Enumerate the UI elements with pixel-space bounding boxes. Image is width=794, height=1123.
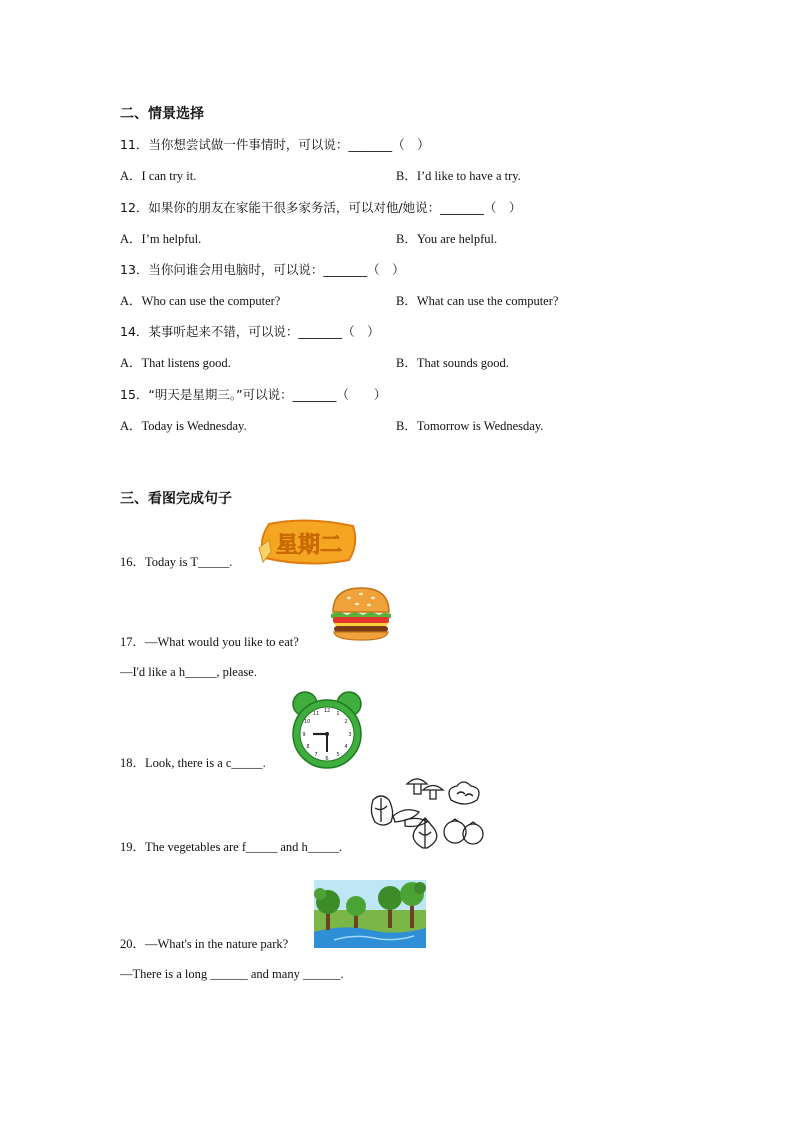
svg-text:8: 8	[306, 744, 310, 750]
svg-text:7: 7	[314, 752, 318, 758]
question-13: 13．当你问谁会用电脑时，可以说：_______（ ）	[120, 262, 405, 277]
hamburger-image	[327, 584, 395, 642]
question-18: 18．Look, there is a c_____.	[120, 756, 266, 770]
vegetables-image	[365, 772, 487, 850]
question-12-option-b: B．You are helpful.	[396, 232, 498, 246]
question-14-option-b: B．That sounds good.	[396, 356, 509, 370]
question-17-line-2: —I'd like a h_____, please.	[120, 665, 257, 679]
question-11-option-b: B．I’d like to have a try.	[396, 169, 521, 183]
question-11: 11．当你想尝试做一件事情时，可以说：_______（ ）	[120, 137, 430, 152]
weekday-tuesday-image	[255, 518, 359, 568]
section-3-title: 三、看图完成句子	[120, 491, 232, 507]
nature-park-image	[314, 880, 426, 948]
question-16: 16．Today is T_____.	[120, 555, 233, 569]
section-2-title: 二、情景选择	[120, 106, 204, 122]
svg-text:10: 10	[303, 719, 311, 725]
question-12-option-a: A．I’m helpful.	[120, 232, 202, 246]
svg-text:12: 12	[323, 708, 331, 714]
svg-text:4: 4	[344, 744, 348, 750]
svg-text:2: 2	[344, 719, 348, 725]
question-13-option-a: A．Who can use the computer?	[120, 294, 281, 308]
question-20-line-1: 20．—What's in the nature park?	[120, 937, 289, 951]
svg-text:11: 11	[312, 711, 320, 717]
question-20-line-2: —There is a long ______ and many ______.	[120, 967, 344, 981]
question-15-option-b: B．Tomorrow is Wednesday.	[396, 419, 544, 433]
question-14: 14．某事听起来不错，可以说：_______（ ）	[120, 324, 380, 339]
question-19: 19．The vegetables are f_____ and h_____.	[120, 840, 343, 854]
question-13-option-b: B．What can use the computer?	[396, 294, 559, 308]
svg-text:3: 3	[348, 732, 352, 738]
weekday-tuesday-label: 星期二	[275, 533, 343, 558]
question-12: 12．如果你的朋友在家能干很多家务活，可以对他/她说：_______（ ）	[120, 200, 522, 215]
svg-text:9: 9	[302, 732, 306, 738]
question-17-line-1: 17．—What would you like to eat?	[120, 635, 299, 649]
question-15: 15．“明天是星期三。”可以说：_______（ ）	[120, 387, 387, 402]
question-14-option-a: A．That listens good.	[120, 356, 231, 370]
question-15-option-a: A．Today is Wednesday.	[120, 419, 247, 433]
frog-clock-image	[289, 690, 365, 770]
svg-text:6: 6	[325, 756, 329, 762]
question-11-option-a: A．I can try it.	[120, 169, 197, 183]
svg-text:1: 1	[336, 711, 340, 717]
svg-text:5: 5	[336, 752, 340, 758]
